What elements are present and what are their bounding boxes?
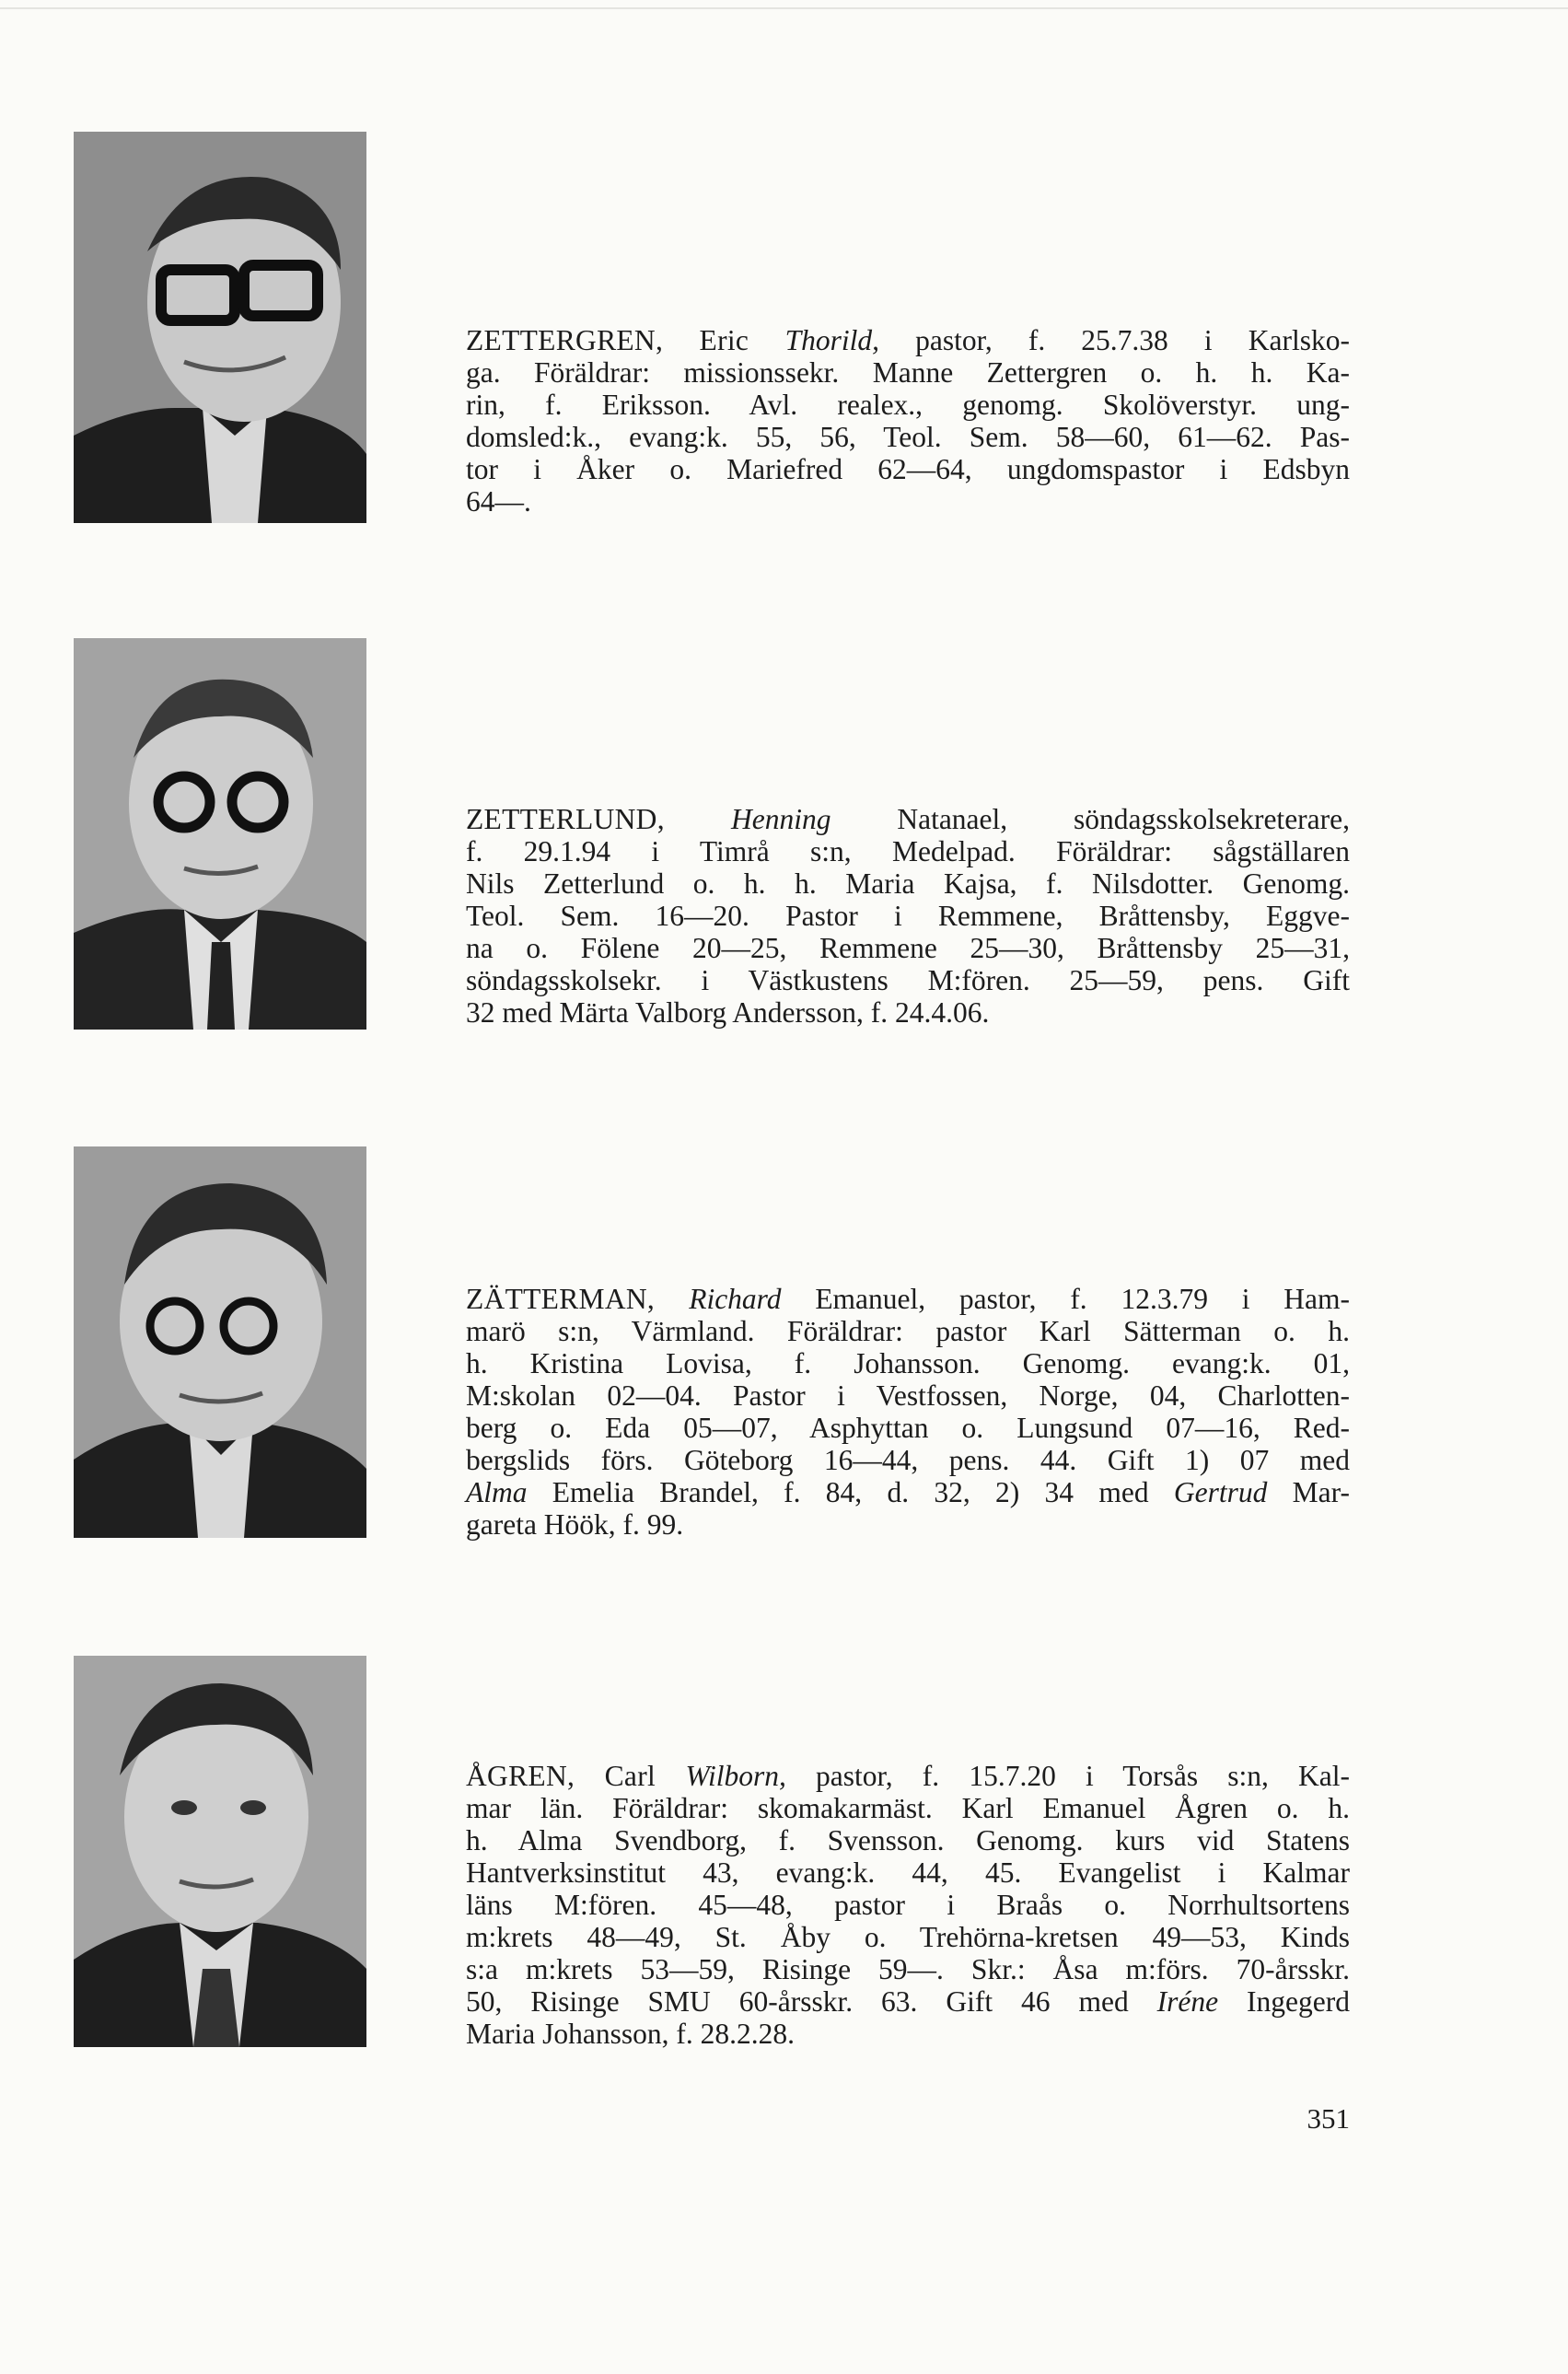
text-segment: 50, Risinge SMU 60-årsskr. 63. Gift 46 med [466,1985,1157,2018]
scan-edge-line [0,7,1568,9]
entry-name: ZÄTTERMAN, [466,1283,690,1315]
portrait-with-round-glasses-image [74,638,366,1030]
text-line: h. Kristina Lovisa, f. Johansson. Genomg. evang:k. 01, [466,1347,1350,1379]
portrait-image [74,1656,366,2047]
text-line: f. 29.1.94 i Timrå s:n, Medelpad. Föräldrar: sågställaren [466,835,1350,867]
text-line: Maria Johansson, f. 28.2.28. [466,2018,795,2050]
text-line: domsled:k., evang:k. 55, 56, Teol. Sem. 58—60, 61—62. Pas- [466,421,1350,453]
portrait-photo [74,132,366,523]
text-line: s:a m:krets 53—59, Risinge 59—. Skr.: Åsa m:förs. 70-årsskr. [466,1953,1350,1985]
text-segment: Mar- [1267,1476,1350,1508]
text-line: h. Alma Svendborg, f. Svensson. Genomg. kurs vid Statens [466,1824,1350,1856]
portrait-photo [74,638,366,1030]
text-line: 32 med Märta Valborg Andersson, f. 24.4.06. [466,996,990,1029]
portrait-with-glasses-image [74,132,366,523]
page-number: 351 [1307,2102,1350,2135]
text-line: mar län. Föräldrar: skomakarmäst. Karl Emanuel Ågren o. h. [466,1792,1350,1824]
text-line: rin, f. Eriksson. Avl. realex., genomg. Skolöverstyr. ung- [466,389,1350,421]
spouse-given-name: Iréne [1156,1985,1219,2018]
text-line: na o. Fölene 20—25, Remmene 25—30, Bråttensby 25—31, [466,932,1350,964]
text-line: Nils Zetterlund o. h. h. Maria Kajsa, f. Nilsdotter. Genomg. [466,867,1350,900]
text-line: M:skolan 02—04. Pastor i Vestfossen, Norge, 04, Charlotten- [466,1379,1350,1412]
entry-given-name: Henning [731,803,831,835]
text-line: ga. Föräldrar: missionssekr. Manne Zettergren o. h. h. Ka- [466,356,1350,389]
text-segment: pastor, f. 25.7.38 i Karlsko- [879,324,1350,356]
text-line: gareta Höök, f. 99. [466,1508,684,1541]
entry-given-name: Wilborn, [685,1760,786,1792]
text-line: berg o. Eda 05—07, Asphyttan o. Lungsund 07—16, Red- [466,1412,1350,1444]
text-line: Teol. Sem. 16—20. Pastor i Remmene, Bråttensby, Eggve- [466,900,1350,932]
text-line: marö s:n, Värmland. Föräldrar: pastor Karl Sätterman o. h. [466,1315,1350,1347]
text-line: läns M:fören. 45—48, pastor i Braås o. Norrhultsortens [466,1889,1350,1921]
text-line: Hantverksinstitut 43, evang:k. 44, 45. Evangelist i Kalmar [466,1856,1350,1889]
entry-name: ZETTERGREN, Eric [466,324,785,356]
portrait-photo [74,1656,366,2047]
text-segment: pastor, f. 15.7.20 i Torsås s:n, Kal- [785,1760,1350,1792]
biography-text [466,803,1350,1029]
text-line: 64—. [466,485,531,518]
entry-given-name: Thorild, [784,324,880,356]
text-segment: Emelia Brandel, f. 84, d. 32, 2) 34 med [527,1476,1174,1508]
entry-name: ZETTERLUND, [466,803,732,835]
text-line: bergslids förs. Göteborg 16—44, pens. 44. Gift 1) 07 med [466,1444,1350,1476]
portrait-photo [74,1146,366,1538]
entry-name: ÅGREN, Carl [466,1760,686,1792]
text-segment: Emanuel, pastor, f. 12.3.79 i Ham- [781,1283,1351,1315]
biography-text [466,1760,1350,2050]
biography-text [466,324,1350,518]
biography-text [466,1283,1350,1541]
spouse-given-name: Alma [466,1476,528,1508]
text-segment: Natanael, söndagsskolsekreterare, [830,803,1350,835]
text-segment: Ingegerd [1218,1985,1350,2018]
text-line: tor i Åker o. Mariefred 62—64, ungdomspastor i Edsbyn [466,453,1350,485]
text-line: söndagsskolsekr. i Västkustens M:fören. 25—59, pens. Gift [466,964,1350,996]
portrait-with-round-glasses-image [74,1146,366,1538]
text-line: m:krets 48—49, St. Åby o. Trehörna-kretsen 49—53, Kinds [466,1921,1350,1953]
entry-given-name: Richard [689,1283,782,1315]
spouse-given-name: Gertrud [1173,1476,1268,1508]
